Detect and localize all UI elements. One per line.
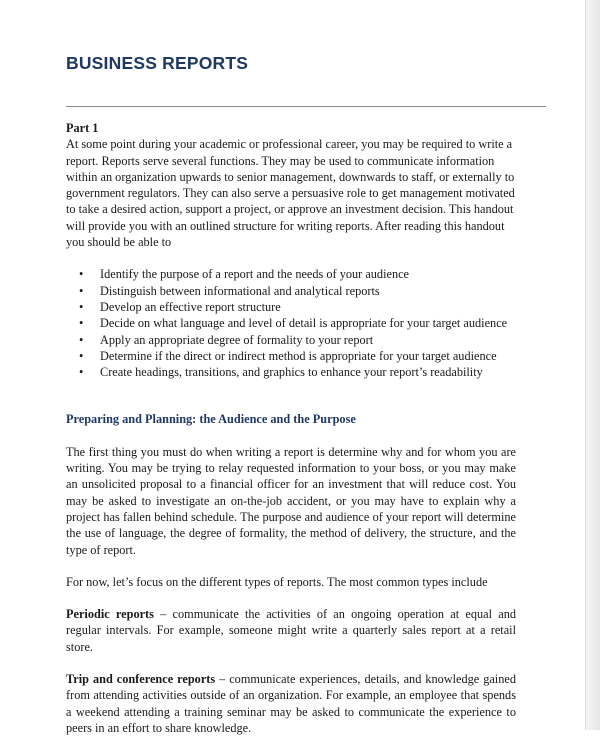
bullet-icon: •	[79, 299, 84, 314]
bullet-icon: •	[79, 316, 84, 331]
focus-paragraph: For now, let’s focus on the different types of reports. The most common types include	[66, 574, 488, 589]
title-rule	[66, 106, 546, 107]
bullet-icon: •	[79, 283, 84, 298]
list-item	[66, 332, 516, 348]
part-heading: Part 1	[66, 121, 99, 135]
list-item-text: Decide on what language and level of detail is appropriate for your target audience	[100, 316, 508, 331]
document-body	[66, 120, 516, 736]
document-title: BUSINESS REPORTS	[66, 53, 249, 73]
list-item	[66, 266, 516, 282]
bullet-icon: •	[79, 267, 84, 282]
list-item-text: Distinguish between informational and analytical reports	[100, 283, 380, 298]
objectives-list	[66, 266, 516, 380]
list-item-text: Develop an effective report structure	[100, 299, 281, 314]
periodic-reports-paragraph	[66, 606, 516, 655]
list-item-text: Apply an appropriate degree of formality to your report	[100, 332, 374, 347]
list-item-text: Identify the purpose of a report and the needs of your audience	[100, 267, 410, 282]
trip-reports-term: Trip and conference reports	[66, 672, 216, 687]
purpose-paragraph: The first thing you must do when writing a report is determine why and for whom you are writing. You may be trying to relay requested information to your boss, or you may make an unsolicited proposal to a financial officer for an investment that will reduce cost. You may be asked to investigate an on-the-job accident, or you may have to explain why a project has fallen behind schedule. The purpose and audience of your report will determine the use of language, the degree of formality, the method of delivery, the structure, and the type of report.	[66, 444, 516, 557]
list-item	[66, 348, 516, 364]
list-item	[66, 299, 516, 315]
page-edge	[585, 0, 600, 730]
list-item	[66, 283, 516, 299]
list-item-text: Determine if the direct or indirect method is appropriate for your target audience	[100, 348, 497, 363]
list-item-text: Create headings, transitions, and graphics to enhance your report’s readability	[100, 365, 483, 380]
trip-reports-text: – communicate experiences, details, and knowledge gained from attending activities outside of an organization. For example, an employee that spends a weekend attending a training seminar may be asked to communicate the experience to peers in an effort to share knowledge.	[66, 672, 516, 735]
periodic-reports-text: – communicate the activities of an ongoing operation at equal and regular intervals. For example, someone might write a quarterly sales report at a retail store.	[66, 607, 516, 654]
list-item	[66, 315, 516, 331]
list-item	[66, 364, 516, 380]
trip-reports-paragraph	[66, 671, 516, 736]
bullet-icon: •	[79, 348, 84, 363]
section-heading: Preparing and Planning: the Audience and the Purpose	[66, 412, 356, 427]
bullet-icon: •	[79, 365, 84, 380]
intro-paragraph: At some point during your academic or professional career, you may be required to write a report. Reports serve several functions. They may be used to communicate information within an organization upwards to senior management, downwards to staff, or externally to government regulators. They can also serve a persuasive role to get management motivated to take a desired action, support a project, or approve an investment decision. This handout will provide you with an outlined structure for writing reports. After reading this handout you should be able to	[66, 137, 515, 250]
bullet-icon: •	[79, 332, 84, 347]
periodic-reports-term: Periodic reports	[66, 607, 154, 622]
